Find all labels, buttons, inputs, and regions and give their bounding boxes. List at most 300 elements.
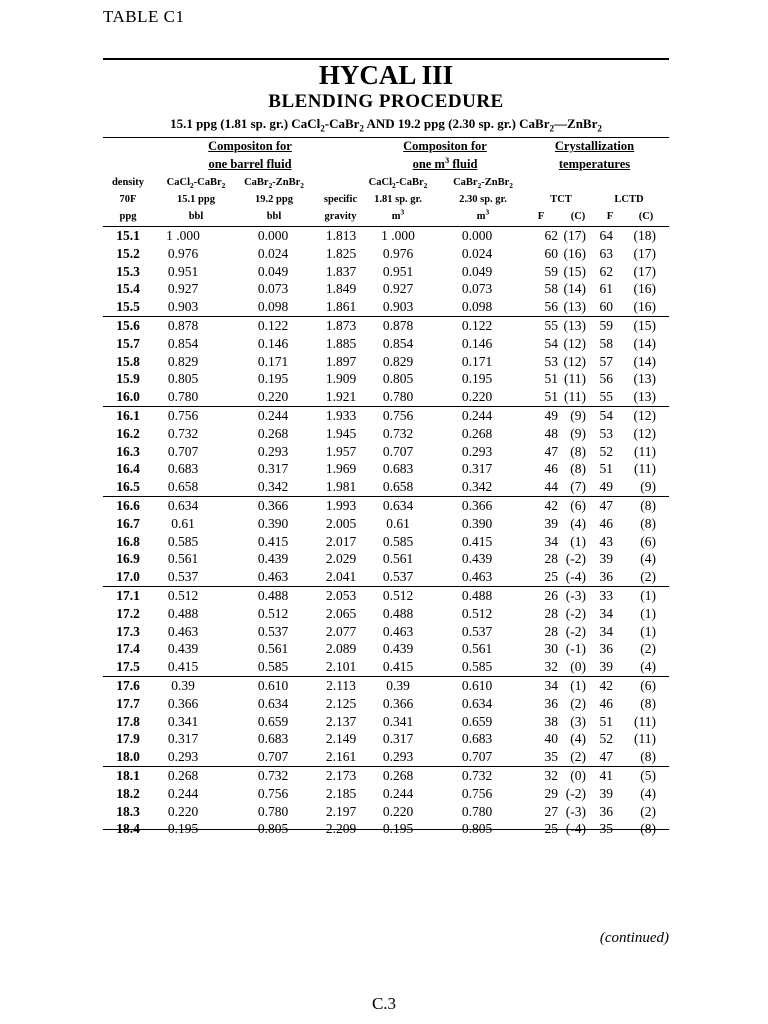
cell-specific-gravity: 2.101 bbox=[325, 659, 357, 675]
table-row bbox=[103, 748, 669, 766]
cell-lctd-c: (9) bbox=[640, 479, 656, 495]
cell-cabr-m3: 0.659 bbox=[461, 713, 493, 729]
header-cacl-bbl: CaCl$_2$-CaBr$_2$ 15.1 ppg bbl bbox=[166, 177, 226, 222]
cell-cabr-bbl: 0.342 bbox=[257, 479, 289, 495]
table-row bbox=[103, 443, 669, 461]
cell-lctd-c: (6) bbox=[640, 677, 656, 693]
table-description: 15.1 ppg (1.81 sp. gr.) CaCl$_2$-CaBr$_2$ AND 19.2 ppg (2.30 sp. gr.) CaBr$_2$—ZnBr$_2$ bbox=[170, 116, 602, 134]
header-tct-f: F bbox=[537, 211, 545, 222]
cell-lctd-c: (16) bbox=[633, 281, 656, 297]
cell-density: 15.8 bbox=[116, 353, 140, 369]
table-row bbox=[103, 713, 669, 731]
cell-density: 16.1 bbox=[116, 407, 140, 423]
cell-cacl-bbl: 0.317 bbox=[167, 731, 199, 747]
cell-cabr-bbl: 0.000 bbox=[257, 228, 289, 243]
table-row bbox=[103, 353, 669, 371]
table-row bbox=[103, 263, 669, 281]
cell-cacl-m3: 0.829 bbox=[382, 353, 414, 369]
table-row bbox=[103, 568, 669, 586]
cell-cabr-m3: 0.073 bbox=[461, 281, 493, 297]
table-row bbox=[103, 425, 669, 443]
cell-lctd-c: (2) bbox=[640, 569, 656, 585]
cell-specific-gravity: 1.993 bbox=[325, 497, 357, 513]
cell-cabr-bbl: 0.683 bbox=[257, 731, 289, 747]
cell-tct-f: 28 bbox=[544, 605, 558, 621]
cell-specific-gravity: 1.849 bbox=[325, 281, 357, 297]
cell-tct-c: (-2) bbox=[565, 551, 586, 567]
cell-tct-f: 51 bbox=[544, 371, 558, 387]
cell-lctd-c: (12) bbox=[633, 425, 656, 441]
cell-specific-gravity: 2.029 bbox=[325, 551, 357, 567]
table-row bbox=[103, 730, 669, 748]
cell-tct-c: (13) bbox=[563, 299, 586, 315]
cell-specific-gravity: 1.933 bbox=[325, 407, 357, 423]
cell-lctd-c: (8) bbox=[640, 695, 656, 711]
cell-cabr-bbl: 0.171 bbox=[257, 353, 289, 369]
cell-tct-c: (9) bbox=[570, 425, 586, 441]
table-row bbox=[103, 406, 669, 425]
cell-density: 17.8 bbox=[116, 713, 140, 729]
cell-cacl-m3: 0.268 bbox=[382, 767, 414, 783]
cell-lctd-f: 63 bbox=[599, 245, 613, 261]
cell-cabr-m3: 0.780 bbox=[461, 803, 493, 819]
cell-cacl-m3: 0.195 bbox=[382, 821, 414, 837]
cell-tct-f: 54 bbox=[544, 335, 558, 351]
document-title: HYCAL III bbox=[318, 60, 454, 90]
cell-cabr-m3: 0.732 bbox=[461, 767, 493, 783]
cell-lctd-f: 60 bbox=[599, 299, 613, 315]
cell-cacl-bbl: 0.463 bbox=[167, 623, 199, 639]
page-number: C.3 bbox=[371, 994, 397, 1013]
cell-tct-c: (-2) bbox=[565, 785, 586, 801]
cell-cacl-bbl: 0.829 bbox=[167, 353, 199, 369]
cell-cabr-m3: 0.463 bbox=[461, 569, 493, 585]
cell-specific-gravity: 2.089 bbox=[325, 641, 357, 657]
cell-lctd-f: 61 bbox=[599, 281, 613, 297]
cell-tct-c: (12) bbox=[563, 335, 586, 351]
cell-cacl-m3: 0.220 bbox=[382, 803, 414, 819]
cell-density: 17.2 bbox=[116, 605, 140, 621]
cell-specific-gravity: 2.161 bbox=[325, 749, 357, 765]
cell-cabr-m3: 0.122 bbox=[461, 317, 493, 333]
cell-cacl-bbl: 0.341 bbox=[167, 713, 199, 729]
cell-tct-f: 34 bbox=[544, 533, 558, 549]
cell-tct-f: 39 bbox=[544, 515, 558, 531]
cell-cacl-m3: 0.366 bbox=[382, 695, 414, 711]
table-row bbox=[103, 226, 669, 245]
cell-lctd-f: 33 bbox=[599, 587, 613, 603]
cell-density: 15.4 bbox=[116, 281, 140, 297]
cell-tct-f: 29 bbox=[544, 785, 558, 801]
cell-specific-gravity: 2.017 bbox=[325, 533, 357, 549]
cell-density: 17.5 bbox=[116, 659, 140, 675]
cell-cacl-bbl: 0.195 bbox=[167, 821, 199, 837]
cell-cabr-bbl: 0.463 bbox=[257, 569, 289, 585]
cell-cacl-m3: 0.658 bbox=[382, 479, 414, 495]
cell-cabr-m3: 0.146 bbox=[461, 335, 493, 351]
cell-cabr-bbl: 0.512 bbox=[257, 605, 289, 621]
cell-lctd-f: 35 bbox=[599, 821, 613, 837]
cell-lctd-f: 36 bbox=[599, 641, 613, 657]
cell-cacl-m3: 0.512 bbox=[382, 587, 414, 603]
cell-cacl-m3: 0.683 bbox=[382, 461, 414, 477]
cell-cabr-bbl: 0.805 bbox=[257, 821, 289, 837]
cell-tct-f: 27 bbox=[544, 803, 558, 819]
cell-cabr-m3: 0.317 bbox=[461, 461, 493, 477]
cell-cacl-bbl: 0.512 bbox=[167, 587, 199, 603]
cell-cabr-m3: 0.537 bbox=[461, 623, 493, 639]
cell-cacl-bbl: 0.951 bbox=[167, 263, 199, 279]
header-tct: TCT bbox=[550, 194, 572, 205]
header-cabr-m3: CaBr$_2$-ZnBr$_2$ 2.30 sp. gr. $m^3$ bbox=[453, 177, 513, 222]
cell-specific-gravity: 2.053 bbox=[325, 587, 357, 603]
cell-tct-f: 46 bbox=[544, 461, 558, 477]
cell-tct-f: 47 bbox=[544, 443, 558, 459]
cell-tct-c: (-2) bbox=[565, 623, 586, 639]
cell-cabr-m3: 0.244 bbox=[461, 407, 493, 423]
cell-specific-gravity: 1.825 bbox=[325, 245, 357, 261]
table-row bbox=[103, 280, 669, 298]
cell-cacl-bbl: 0.658 bbox=[167, 479, 199, 495]
cell-lctd-f: 47 bbox=[599, 749, 613, 765]
cell-cabr-bbl: 0.537 bbox=[257, 623, 289, 639]
cell-cacl-m3: 0.854 bbox=[382, 335, 414, 351]
cell-cacl-bbl: 0.585 bbox=[167, 533, 199, 549]
cell-specific-gravity: 2.173 bbox=[325, 767, 357, 783]
cell-tct-c: (-3) bbox=[565, 587, 586, 603]
cell-lctd-c: (2) bbox=[640, 641, 656, 657]
cell-lctd-c: (2) bbox=[640, 803, 656, 819]
table-row bbox=[103, 640, 669, 658]
cell-density: 16.6 bbox=[116, 497, 140, 513]
cell-tct-c: (-3) bbox=[565, 803, 586, 819]
cell-cacl-bbl: 0.976 bbox=[167, 245, 199, 261]
cell-tct-c: (0) bbox=[570, 659, 586, 675]
cell-cacl-bbl: 0.220 bbox=[167, 803, 199, 819]
cell-lctd-f: 46 bbox=[599, 515, 613, 531]
cell-lctd-f: 55 bbox=[599, 389, 613, 405]
cell-lctd-c: (14) bbox=[633, 353, 656, 369]
cell-density: 17.7 bbox=[116, 695, 140, 711]
cell-tct-f: 49 bbox=[544, 407, 558, 423]
cell-tct-f: 62 bbox=[544, 228, 558, 243]
cell-specific-gravity: 1.897 bbox=[325, 353, 357, 369]
cell-cabr-bbl: 0.561 bbox=[257, 641, 289, 657]
cell-lctd-c: (11) bbox=[634, 443, 656, 459]
header-density: density 70F ppg bbox=[111, 177, 145, 222]
cell-lctd-c: (6) bbox=[640, 533, 656, 549]
cell-cabr-m3: 0.098 bbox=[461, 299, 493, 315]
table-row bbox=[103, 316, 669, 335]
cell-cabr-bbl: 0.756 bbox=[257, 785, 289, 801]
cell-lctd-c: (16) bbox=[633, 299, 656, 315]
cell-lctd-f: 43 bbox=[599, 533, 613, 549]
cell-tct-f: 32 bbox=[544, 767, 558, 783]
cell-lctd-c: (1) bbox=[640, 623, 656, 639]
cell-cabr-bbl: 0.317 bbox=[257, 461, 289, 477]
cell-cabr-m3: 0.488 bbox=[461, 587, 493, 603]
cell-density: 16.8 bbox=[116, 533, 140, 549]
cell-tct-f: 32 bbox=[544, 659, 558, 675]
cell-cabr-m3: 0.293 bbox=[461, 443, 493, 459]
cell-density: 17.6 bbox=[116, 677, 140, 693]
cell-cacl-m3: 0.707 bbox=[382, 443, 414, 459]
cell-tct-f: 28 bbox=[544, 623, 558, 639]
cell-cabr-m3: 0.195 bbox=[461, 371, 493, 387]
cell-tct-c: (2) bbox=[570, 749, 586, 765]
cell-cabr-bbl: 0.049 bbox=[257, 263, 289, 279]
cell-density: 17.9 bbox=[116, 731, 140, 747]
cell-specific-gravity: 1.909 bbox=[325, 371, 357, 387]
cell-lctd-c: (18) bbox=[633, 228, 656, 243]
cell-lctd-f: 51 bbox=[599, 713, 613, 729]
cell-cacl-m3: 0.317 bbox=[382, 731, 414, 747]
table-row bbox=[103, 370, 669, 388]
table-row bbox=[103, 785, 669, 803]
cell-cabr-m3: 0.000 bbox=[461, 228, 493, 243]
cell-specific-gravity: 2.149 bbox=[325, 731, 357, 747]
cell-lctd-f: 42 bbox=[599, 677, 613, 693]
header-cacl-m3: CaCl$_2$-CaBr$_2$ 1.81 sp. gr. $m^3$ bbox=[368, 177, 428, 222]
cell-lctd-f: 39 bbox=[599, 659, 613, 675]
cell-cabr-bbl: 0.585 bbox=[257, 659, 289, 675]
cell-lctd-c: (1) bbox=[640, 587, 656, 603]
cell-cacl-bbl: 0.683 bbox=[167, 461, 199, 477]
cell-cacl-bbl: 0.415 bbox=[167, 659, 199, 675]
cell-cabr-bbl: 0.073 bbox=[257, 281, 289, 297]
cell-lctd-f: 51 bbox=[599, 461, 613, 477]
cell-specific-gravity: 2.005 bbox=[325, 515, 357, 531]
cell-cacl-m3: 0.951 bbox=[382, 263, 414, 279]
cell-cabr-bbl: 0.439 bbox=[257, 551, 289, 567]
cell-cabr-bbl: 0.268 bbox=[257, 425, 289, 441]
group-header-crystallization: Crystallization temperatures bbox=[554, 139, 635, 171]
cell-tct-f: 53 bbox=[544, 353, 558, 369]
cell-density: 15.7 bbox=[116, 335, 140, 351]
cell-tct-f: 44 bbox=[544, 479, 558, 495]
cell-cacl-m3: 0.756 bbox=[382, 407, 414, 423]
table-row bbox=[103, 676, 669, 695]
cell-cacl-m3: 0.439 bbox=[382, 641, 414, 657]
cell-cacl-bbl: 1 .000 bbox=[166, 228, 200, 243]
cell-cabr-bbl: 0.610 bbox=[257, 677, 289, 693]
cell-cabr-m3: 0.415 bbox=[461, 533, 493, 549]
cell-specific-gravity: 1.957 bbox=[325, 443, 357, 459]
cell-specific-gravity: 2.077 bbox=[325, 623, 357, 639]
cell-cabr-m3: 0.024 bbox=[461, 245, 493, 261]
cell-density: 15.3 bbox=[116, 263, 140, 279]
cell-cacl-m3: 0.415 bbox=[382, 659, 414, 675]
cell-cabr-m3: 0.390 bbox=[461, 515, 493, 531]
cell-density: 17.4 bbox=[116, 641, 140, 657]
cell-density: 16.5 bbox=[116, 479, 140, 495]
cell-cabr-bbl: 0.634 bbox=[257, 695, 289, 711]
cell-specific-gravity: 2.197 bbox=[325, 803, 357, 819]
cell-cacl-bbl: 0.537 bbox=[167, 569, 199, 585]
cell-cabr-bbl: 0.732 bbox=[257, 767, 289, 783]
document-subtitle: BLENDING PROCEDURE bbox=[268, 91, 504, 112]
cell-cabr-m3: 0.805 bbox=[461, 821, 493, 837]
cell-lctd-f: 41 bbox=[599, 767, 613, 783]
cell-tct-f: 42 bbox=[544, 497, 558, 513]
cell-specific-gravity: 2.125 bbox=[325, 695, 357, 711]
cell-tct-c: (4) bbox=[570, 731, 586, 747]
table-body bbox=[103, 226, 669, 838]
cell-density: 17.1 bbox=[116, 587, 140, 603]
cell-lctd-f: 39 bbox=[599, 785, 613, 801]
cell-tct-c: (4) bbox=[570, 515, 586, 531]
cell-density: 18.1 bbox=[116, 767, 140, 783]
cell-cacl-bbl: 0.878 bbox=[167, 317, 199, 333]
cell-cabr-m3: 0.171 bbox=[461, 353, 493, 369]
cell-specific-gravity: 2.209 bbox=[325, 821, 357, 837]
cell-cacl-m3: 1 .000 bbox=[381, 228, 415, 243]
cell-tct-f: 36 bbox=[544, 695, 558, 711]
cell-lctd-c: (13) bbox=[633, 389, 656, 405]
cell-density: 15.9 bbox=[116, 371, 140, 387]
cell-cabr-m3: 0.561 bbox=[461, 641, 493, 657]
cell-tct-c: (12) bbox=[563, 353, 586, 369]
cell-lctd-f: 36 bbox=[599, 569, 613, 585]
cell-cacl-bbl: 0.39 bbox=[171, 677, 195, 693]
cell-cabr-bbl: 0.415 bbox=[257, 533, 289, 549]
cell-tct-f: 56 bbox=[544, 299, 558, 315]
cell-specific-gravity: 2.065 bbox=[325, 605, 357, 621]
cell-tct-f: 55 bbox=[544, 317, 558, 333]
cell-tct-c: (15) bbox=[563, 263, 586, 279]
cell-cacl-m3: 0.585 bbox=[382, 533, 414, 549]
table-row bbox=[103, 533, 669, 551]
cell-lctd-c: (12) bbox=[633, 407, 656, 423]
cell-cabr-bbl: 0.195 bbox=[257, 371, 289, 387]
cell-tct-c: (11) bbox=[564, 371, 586, 387]
cell-cacl-bbl: 0.707 bbox=[167, 443, 199, 459]
cell-tct-f: 60 bbox=[544, 245, 558, 261]
cell-lctd-f: 54 bbox=[599, 407, 613, 423]
cell-density: 16.7 bbox=[116, 515, 140, 531]
cell-tct-f: 51 bbox=[544, 389, 558, 405]
cell-tct-f: 28 bbox=[544, 551, 558, 567]
cell-lctd-f: 34 bbox=[599, 605, 613, 621]
cell-cabr-bbl: 0.098 bbox=[257, 299, 289, 315]
cell-cacl-m3: 0.927 bbox=[382, 281, 414, 297]
cell-tct-c: (2) bbox=[570, 695, 586, 711]
cell-lctd-c: (17) bbox=[633, 263, 656, 279]
cell-cacl-m3: 0.537 bbox=[382, 569, 414, 585]
cell-lctd-f: 57 bbox=[599, 353, 613, 369]
table-row bbox=[103, 515, 669, 533]
cell-cacl-m3: 0.976 bbox=[382, 245, 414, 261]
cell-cabr-m3: 0.707 bbox=[461, 749, 493, 765]
cell-tct-c: (14) bbox=[563, 281, 586, 297]
cell-cacl-m3: 0.903 bbox=[382, 299, 414, 315]
cell-cacl-bbl: 0.439 bbox=[167, 641, 199, 657]
cell-density: 18.2 bbox=[116, 785, 140, 801]
cell-cabr-bbl: 0.146 bbox=[257, 335, 289, 351]
cell-cacl-bbl: 0.61 bbox=[171, 515, 195, 531]
cell-lctd-f: 56 bbox=[599, 371, 613, 387]
cell-tct-c: (1) bbox=[570, 533, 586, 549]
cell-lctd-f: 49 bbox=[599, 479, 613, 495]
cell-cacl-m3: 0.293 bbox=[382, 749, 414, 765]
continued-note: (continued) bbox=[599, 930, 669, 946]
cell-cabr-bbl: 0.390 bbox=[257, 515, 289, 531]
cell-specific-gravity: 2.185 bbox=[325, 785, 357, 801]
cell-cabr-m3: 0.585 bbox=[461, 659, 493, 675]
header-lctd: LCTD bbox=[614, 194, 644, 205]
cell-lctd-c: (11) bbox=[634, 731, 656, 747]
table-row bbox=[103, 803, 669, 821]
cell-cacl-m3: 0.341 bbox=[382, 713, 414, 729]
cell-lctd-c: (11) bbox=[634, 461, 656, 477]
cell-lctd-f: 52 bbox=[599, 731, 613, 747]
cell-cabr-bbl: 0.220 bbox=[257, 389, 289, 405]
cell-density: 16.9 bbox=[116, 551, 140, 567]
cell-lctd-c: (5) bbox=[640, 767, 656, 783]
cell-density: 16.2 bbox=[116, 425, 140, 441]
cell-cacl-m3: 0.488 bbox=[382, 605, 414, 621]
cell-lctd-f: 36 bbox=[599, 803, 613, 819]
cell-cacl-bbl: 0.903 bbox=[167, 299, 199, 315]
cell-cabr-bbl: 0.659 bbox=[257, 713, 289, 729]
cell-specific-gravity: 1.921 bbox=[325, 389, 357, 405]
cell-tct-c: (8) bbox=[570, 461, 586, 477]
cell-density: 16.3 bbox=[116, 443, 140, 459]
header-lctd-c: (C) bbox=[638, 211, 654, 222]
table-row bbox=[103, 298, 669, 316]
cell-cacl-bbl: 0.488 bbox=[167, 605, 199, 621]
cell-lctd-f: 34 bbox=[599, 623, 613, 639]
cell-tct-c: (11) bbox=[564, 389, 586, 405]
cell-cabr-bbl: 0.488 bbox=[257, 587, 289, 603]
cell-density: 16.4 bbox=[116, 461, 140, 477]
cell-cabr-m3: 0.610 bbox=[461, 677, 493, 693]
header-cabr-bbl: CaBr$_2$-ZnBr$_2$ 19.2 ppg bbl bbox=[244, 177, 304, 222]
cell-cabr-m3: 0.220 bbox=[461, 389, 493, 405]
cell-specific-gravity: 1.969 bbox=[325, 461, 357, 477]
cell-cacl-bbl: 0.561 bbox=[167, 551, 199, 567]
table-row bbox=[103, 623, 669, 641]
cell-lctd-c: (13) bbox=[633, 371, 656, 387]
table-row bbox=[103, 245, 669, 263]
table-row bbox=[103, 388, 669, 406]
cell-tct-f: 48 bbox=[544, 425, 558, 441]
cell-tct-c: (6) bbox=[570, 497, 586, 513]
cell-tct-f: 25 bbox=[544, 569, 558, 585]
cell-tct-c: (1) bbox=[570, 677, 586, 693]
cell-tct-c: (17) bbox=[563, 228, 586, 243]
cell-specific-gravity: 1.813 bbox=[325, 228, 357, 243]
cell-specific-gravity: 2.137 bbox=[325, 713, 357, 729]
header-specific-gravity: specific gravity bbox=[323, 194, 358, 222]
cell-cacl-bbl: 0.780 bbox=[167, 389, 199, 405]
cell-cabr-m3: 0.342 bbox=[461, 479, 493, 495]
cell-lctd-f: 58 bbox=[599, 335, 613, 351]
cell-tct-f: 40 bbox=[544, 731, 558, 747]
cell-cabr-bbl: 0.122 bbox=[257, 317, 289, 333]
cell-specific-gravity: 1.885 bbox=[325, 335, 357, 351]
cell-cacl-bbl: 0.293 bbox=[167, 749, 199, 765]
cell-tct-c: (-2) bbox=[565, 605, 586, 621]
table-row bbox=[103, 766, 669, 785]
cell-lctd-c: (14) bbox=[633, 335, 656, 351]
cell-cacl-m3: 0.561 bbox=[382, 551, 414, 567]
table-row bbox=[103, 586, 669, 605]
cell-density: 15.6 bbox=[116, 317, 140, 333]
cell-lctd-c: (4) bbox=[640, 785, 656, 801]
cell-tct-f: 35 bbox=[544, 749, 558, 765]
table-row bbox=[103, 335, 669, 353]
